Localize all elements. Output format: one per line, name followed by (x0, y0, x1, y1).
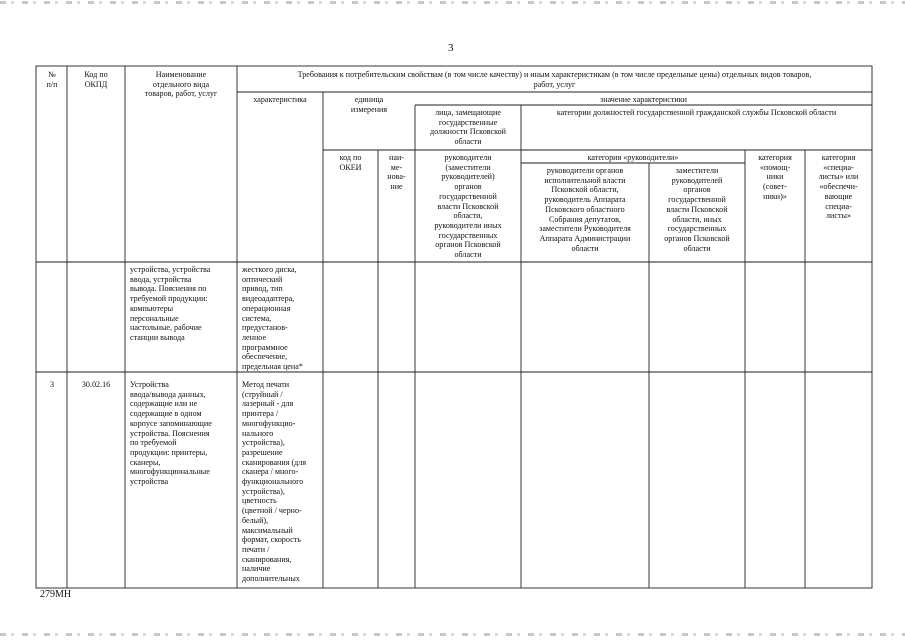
header-number: № п/п (46, 70, 58, 89)
header-deputies: заместители руководителей органов государственной власти Псковской области, иных государственных органов Псковской области (664, 166, 730, 253)
header-product-name: Наименование отдельного вида товаров, работ, услуг (144, 70, 218, 99)
header-unit-name: наи- ме- нова- ние (387, 153, 406, 192)
header-category-heads: категория «руководители» (587, 153, 679, 162)
header-okpd: Код по ОКПД (84, 70, 108, 89)
row-2-okpd: 30.02.16 (81, 380, 111, 389)
header-characteristic: характеристика (253, 95, 307, 104)
row-1-product-name: устройства, устройства ввода, устройства вывода. Пояснения по требуемой продукции: компьютеры персональные настольные, рабочие станции вывода (130, 265, 211, 342)
scan-edge-bottom (0, 633, 905, 636)
header-assistants: категория «помощ- ники (совет- ники)» (758, 153, 792, 201)
header-value: значение характеристики (600, 95, 687, 104)
header-heads: руководители (заместители руководителей) органов государственной власти Псковской области, руководители иных государственных органов Псковской области (434, 153, 502, 260)
header-okei: код по ОКЕИ (339, 153, 362, 172)
header-requirements: Требования к потребительским свойствам (в том числе качеству) и иным характеристикам (в том числе предельные цены) отдельных видов товаров, работ, услуг (297, 70, 812, 89)
header-persons: лица, замещающие государственные должности Псковской области (429, 108, 507, 147)
header-unit: единица измерения (350, 95, 388, 114)
row-2-number: 3 (49, 380, 55, 389)
row-2-product-name: Устройства ввода/вывода данных, содержащие или не содержащие в одном корпусе запоминающие устройства. Пояснения по требуемой продукции: принтеры, сканеры, многофункциональные устройства (130, 380, 212, 487)
row-1-characteristic: жесткого диска, оптический привод, тип видеоадаптера, операционная система, предустанов- ленное программное обеспечение, предельная цена* (242, 265, 303, 372)
header-specialists: категория «специа- листы» или «обеспечи- вающие специа- листы» (818, 153, 859, 221)
page-number: 3 (448, 42, 454, 54)
header-heads-executive: руководители органов исполнительной власти Псковской области, руководитель Аппарата Псковского областного Собрания депутатов, заместители Руководителя Аппарата Администрации области (539, 166, 631, 253)
footer-code: 279МН (40, 589, 72, 600)
row-2-characteristic: Метод печати (струйный / лазерный - для принтера / многофункцио- нального устройства), разрешение сканирования (для сканера / много- функционального устройства), цветность (цветной / черно- белый), максимальный формат, скорость печати / сканирования, наличие дополнительных (242, 380, 307, 584)
header-categories: категории должностей государственной гражданской службы Псковской области (556, 108, 837, 117)
